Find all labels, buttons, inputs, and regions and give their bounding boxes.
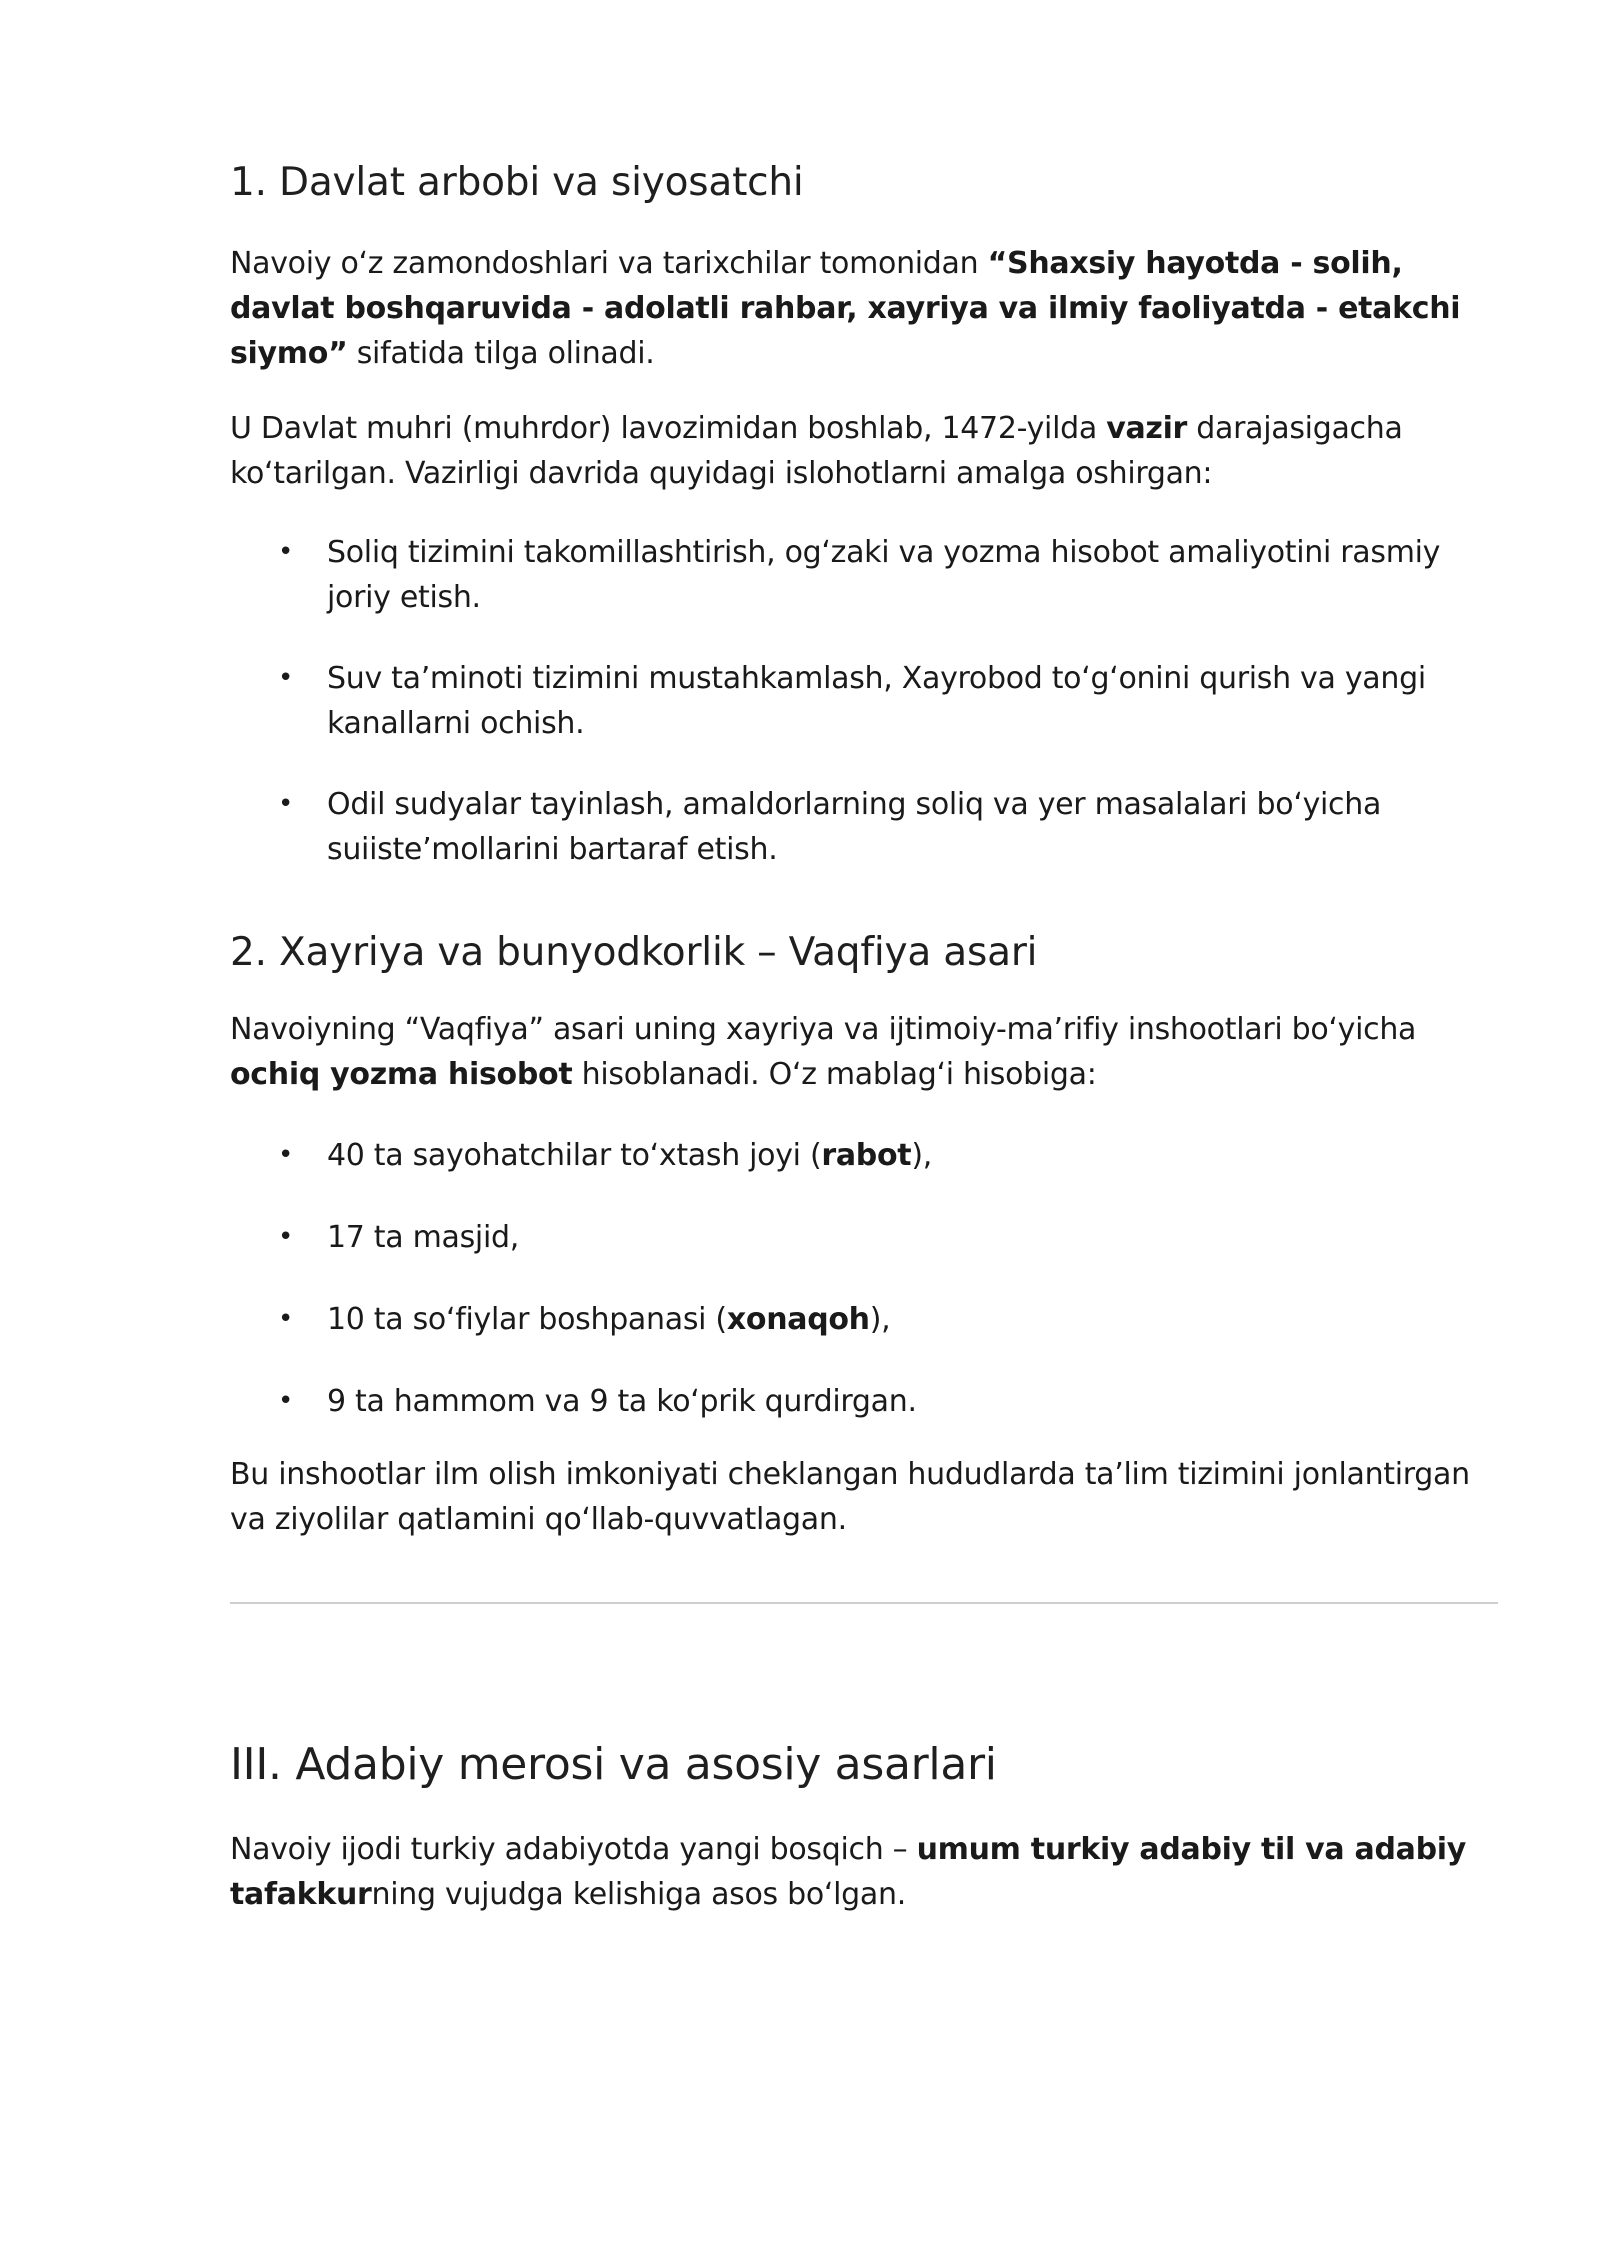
bullet-icon: • [278,536,294,567]
reforms-list [230,530,1500,872]
list-item: • Suv ta’minoti tizimini mustahkamlash, Xayrobod to‘g‘onini qurish va yangi kanallarni ochish. [230,656,1500,746]
bullet-icon: • [278,662,294,693]
section-heading-literary-heritage: III. Adabiy merosi va asosiy asarlari [230,1738,997,1790]
paragraph-contemporaries: Navoiy o‘z zamondoshlari va tarixchilar tomonidan “Shaxsiy hayotda - solih, davlat boshqaruvida - adolatli rahbar, xayriya va ilmiy faoliyatda - etakchi siymo” sifatida tilga olinadi. [230,245,1461,371]
list-item: • Odil sudyalar tayinlash, amaldorlarning soliq va yer masalalari bo‘yicha suiiste’mollarini bartaraf etish. [230,782,1500,872]
vizier-bold: vazir [1106,410,1188,446]
paragraph-literary: Navoiy ijodi turkiy adabiyotda yangi bosqich – umum turkiy adabiy til va adabiy tafakkurning vujudga kelishiga asos bo‘lgan. [230,1832,1466,1913]
bullet-icon: • [278,1221,294,1252]
open-report-bold: ochiq yozma hisobot [230,1056,573,1092]
paragraph-education: Bu inshootlar ilm olish imkoniyati cheklangan hududlarda ta’lim tizimini jonlantirgan va ziyolilar qatlamini qo‘llab-quvvatlagan. [230,1456,1470,1537]
list-item: • 40 ta sayohatchilar to‘xtash joyi (rabot), [230,1133,1500,1178]
paragraph-vizier: U Davlat muhri (muhrdor) lavozimidan boshlab, 1472-yilda vazir darajasigacha ko‘tarilgan. Vazirligi davrida quyidagi islohotlarni amalga oshirgan: [230,410,1403,491]
section-heading-charity: 2. Xayriya va bunyodkorlik – Vaqfiya asari [230,929,1038,975]
quote-bold: “Shaxsiy hayotda - solih, davlat boshqaruvida - adolatli rahbar, xayriya va ilmiy faoliyatda - etakchi siymo” [230,245,1461,371]
list-item: • Soliq tizimini takomillashtirish, og‘zaki va yozma hisobot amaliyotini rasmiy joriy etish. [230,530,1500,620]
list-item: • 10 ta so‘fiylar boshpanasi (xonaqoh), [230,1297,1500,1342]
section-heading-statesman: 1. Davlat arbobi va siyosatchi [230,160,804,205]
paragraph-vaqfiya: Navoiyning “Vaqfiya” asari uning xayriya va ijtimoiy-ma’rifiy inshootlari bo‘yicha ochiq yozma hisobot hisoblanadi. O‘z mablag‘i hisobiga: [230,1011,1417,1092]
buildings-list [230,1133,1500,1424]
section-divider [230,1602,1498,1604]
bullet-icon: • [278,1303,294,1334]
list-item: • 17 ta masjid, [230,1215,1500,1260]
document-page [230,150,1500,1917]
turkic-language-bold: umum turkiy adabiy til va adabiy tafakkur [230,1832,1466,1913]
bullet-icon: • [278,1139,294,1170]
bullet-icon: • [278,788,294,819]
bullet-icon: • [278,1385,294,1416]
list-item: • 9 ta hammom va 9 ta ko‘prik qurdirgan. [230,1379,1500,1424]
